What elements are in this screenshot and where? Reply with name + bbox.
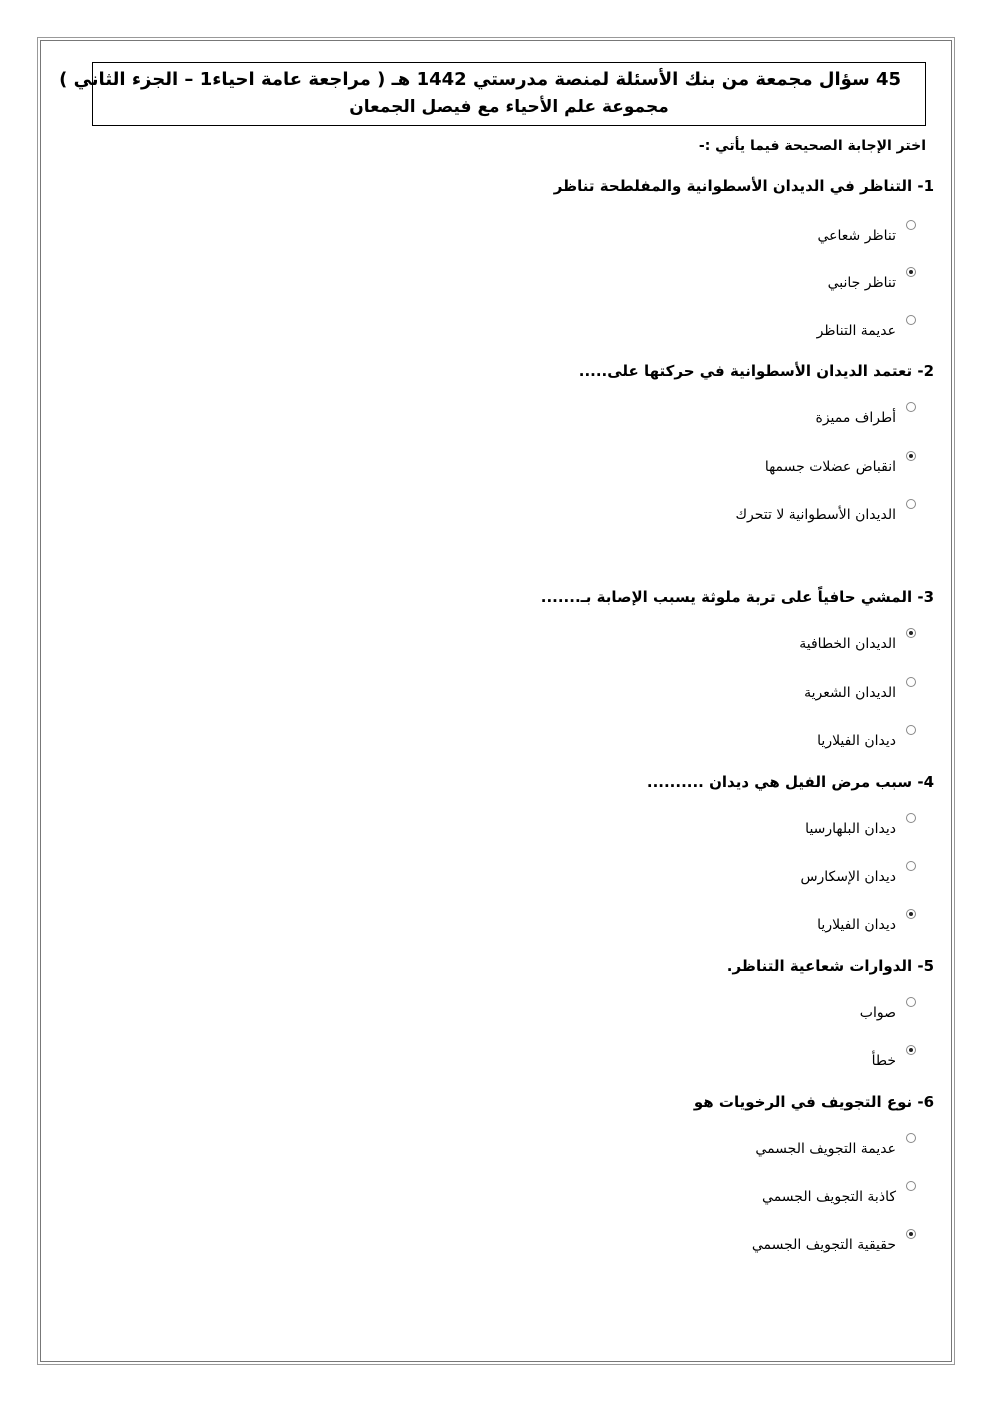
option-label: تناظر جانبي [827, 275, 896, 291]
option-q6-c[interactable] [752, 1233, 916, 1253]
radio-icon[interactable] [906, 813, 916, 823]
radio-icon[interactable] [906, 1045, 916, 1055]
radio-icon[interactable] [906, 997, 916, 1007]
option-label: حقيقية التجويف الجسمي [751, 1237, 896, 1253]
radio-icon[interactable] [906, 315, 916, 325]
option-label: خطأ [871, 1053, 896, 1069]
option-label: صواب [859, 1005, 896, 1021]
radio-icon[interactable] [906, 1229, 916, 1239]
option-label: ديدان البلهارسيا [805, 821, 896, 837]
option-label: أطراف مميزة [815, 410, 896, 426]
page-border [40, 40, 952, 1362]
option-q4-b[interactable] [800, 865, 916, 885]
option-q4-a[interactable] [805, 817, 916, 837]
radio-icon[interactable] [906, 499, 916, 509]
option-label: ديدان الفيلاريا [817, 917, 896, 933]
option-q1-b[interactable] [828, 271, 916, 291]
option-label: الديدان الخطافية [799, 636, 896, 652]
option-label: ديدان الإسكارس [800, 869, 896, 885]
option-label: كاذبة التجويف الجسمي [762, 1189, 896, 1205]
radio-icon[interactable] [906, 220, 916, 230]
option-q2-a[interactable] [816, 406, 917, 426]
option-q5-b[interactable] [872, 1049, 916, 1069]
option-label: الديدان الأسطوانية لا تتحرك [735, 507, 896, 523]
question-1: 1- التناظر في الديدان الأسطوانية والمفلطحة تناظر [553, 177, 934, 195]
option-q6-b[interactable] [762, 1185, 916, 1205]
question-6: 6- نوع التجويف في الرخويات هو [693, 1093, 934, 1111]
radio-icon[interactable] [906, 1133, 916, 1143]
option-q1-a[interactable] [818, 224, 916, 244]
option-q6-a[interactable] [755, 1137, 916, 1157]
option-q5-a[interactable] [860, 1001, 916, 1021]
radio-icon[interactable] [906, 1181, 916, 1191]
radio-icon[interactable] [906, 909, 916, 919]
question-4: 4- سبب مرض الفيل هي ديدان .......... [646, 773, 934, 791]
question-3: 3- المشي حافياً على تربة ملوثة يسبب الإصابة بـ....... [540, 588, 934, 606]
title-line-1: 45 سؤال مجمعة من بنك الأسئلة لمنصة مدرستي 1442 هـ ( مراجعة عامة احياء1 – الجزء الثاني ) [59, 69, 901, 90]
title-box [59, 62, 926, 126]
option-label: عديمة التجويف الجسمي [755, 1141, 896, 1157]
radio-icon[interactable] [906, 725, 916, 735]
title-line-2: مجموعة علم الأحياء مع فيصل الجمعان [349, 97, 669, 117]
question-5: 5- الدوارات شعاعية التناظر. [726, 957, 934, 975]
option-q3-c[interactable] [817, 729, 916, 749]
option-q3-a[interactable] [799, 632, 916, 652]
option-label: الديدان الشعرية [804, 685, 896, 701]
radio-icon[interactable] [906, 677, 916, 687]
option-q2-c[interactable] [735, 503, 916, 523]
instruction-text: اختر الإجابة الصحيحة فيما يأتي :- [698, 138, 926, 154]
option-label: ديدان الفيلاريا [817, 733, 896, 749]
question-2: 2- تعتمد الديدان الأسطوانية في حركتها على..... [578, 362, 934, 380]
radio-icon[interactable] [906, 451, 916, 461]
radio-icon[interactable] [906, 402, 916, 412]
option-q4-c[interactable] [817, 913, 916, 933]
option-label: تناظر شعاعي [817, 228, 896, 244]
option-label: انقباض عضلات جسمها [764, 459, 896, 475]
radio-icon[interactable] [906, 628, 916, 638]
option-q3-b[interactable] [804, 681, 916, 701]
option-label: عديمة التناظر [816, 323, 896, 339]
radio-icon[interactable] [906, 267, 916, 277]
option-q1-c[interactable] [817, 319, 916, 339]
option-q2-b[interactable] [765, 455, 916, 475]
radio-icon[interactable] [906, 861, 916, 871]
